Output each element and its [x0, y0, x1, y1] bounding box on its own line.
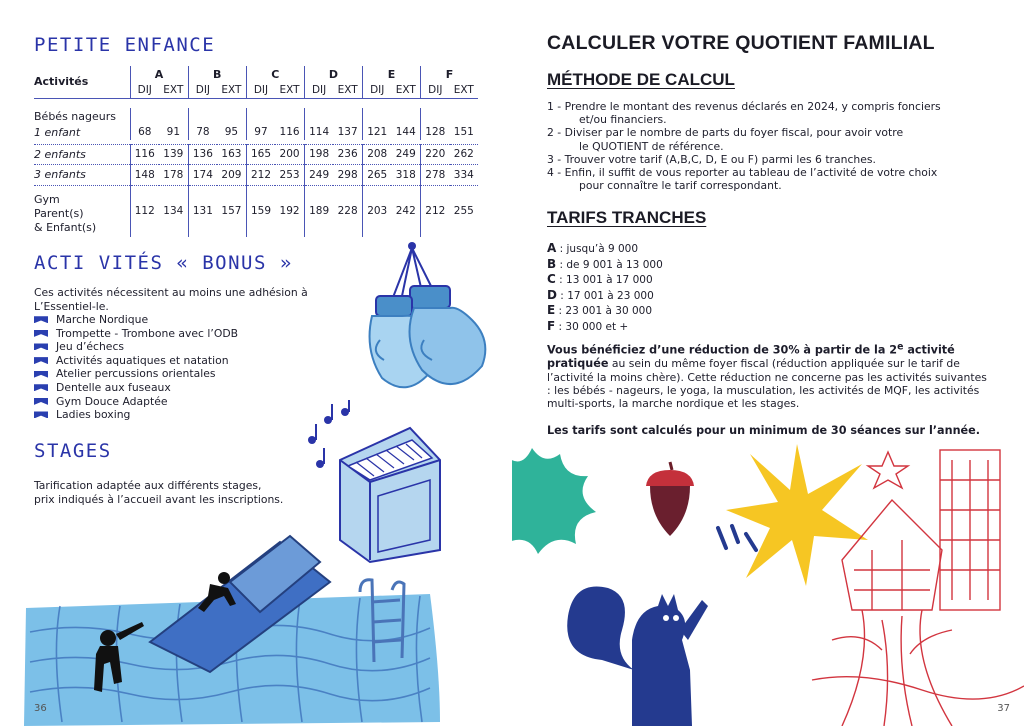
bonus-heading: ACTI VITÉS « BONUS »: [34, 252, 293, 274]
acorn-illustration: [640, 460, 700, 540]
tariff-col-d: D: [304, 66, 362, 82]
cell: 203: [362, 185, 391, 237]
stages-heading: STAGES: [34, 440, 112, 462]
method-steps: [547, 100, 967, 192]
cell: 253: [275, 164, 304, 185]
sub-dij: DIJ: [188, 82, 217, 98]
pennant-icon: [34, 316, 48, 323]
teal-splash-illustration: [512, 440, 602, 560]
cell: 97: [246, 124, 275, 140]
swimming-pool-illustration: [0, 522, 512, 726]
tariff-col-c: C: [246, 66, 304, 82]
cell: 212: [421, 185, 450, 237]
bonus-activity-list: [34, 313, 238, 422]
sub-ext: EXT: [395, 83, 416, 96]
cell: 242: [391, 185, 420, 237]
bonus-intro: Ces activités nécessitent au moins une adhésion à L’Essentiel-le.: [34, 286, 308, 313]
list-item: Activités aquatiques et natation: [34, 354, 238, 368]
list-item: 2 - Diviser par le nombre de parts du foyer fiscal, pour avoir votre le QUOTIENT de référence.: [547, 126, 904, 153]
list-item: D : 17 001 à 23 000: [547, 287, 654, 302]
method-heading: MÉTHODE DE CALCUL: [547, 70, 735, 89]
cell: 249: [304, 164, 333, 185]
cell: 116: [279, 126, 300, 138]
cell: 208: [362, 144, 391, 164]
list-item: 3 - Trouver votre tarif (A,B,C, D, E ou F) parmi les 6 tranches.: [547, 152, 876, 166]
pennant-icon: [34, 384, 48, 391]
cell: 212: [246, 164, 275, 185]
cell: 139: [159, 144, 188, 164]
cell: 255: [450, 185, 478, 237]
table-row: [34, 185, 478, 237]
page-number-left: 36: [34, 703, 47, 714]
cell: 131: [188, 185, 217, 237]
cell: 163: [217, 144, 246, 164]
list-item: C : 13 001 à 17 000: [547, 272, 653, 287]
cell: 298: [333, 164, 362, 185]
activities-header: Activités: [34, 75, 89, 89]
cell: 236: [333, 144, 362, 164]
cell: 114: [304, 124, 333, 140]
cell: 178: [159, 164, 188, 185]
sub-ext: EXT: [221, 83, 242, 96]
reduction-paragraph: Vous bénéficiez d’une réduction de 30% à partir de la 2e activité pratiquée au sein du même foyer fiscal (réduction appliquée sur le tarif de l’activité la moins chère). Cette réduction ne concerne pas les activités suivantes : les bébés - nageurs, le yoga, la musculation, les activités de MQF, les activités multi-sports, la marche nordique et les stages.: [547, 341, 987, 411]
tranches-list: [547, 241, 663, 335]
list-item: Trompette - Trombone avec l’ODB: [34, 327, 238, 341]
cell: 278: [421, 164, 450, 185]
cell: 189: [304, 185, 333, 237]
list-item: Dentelle aux fuseaux: [34, 381, 238, 395]
list-item: Ladies boxing: [34, 408, 238, 422]
table-row: [34, 164, 478, 185]
tariff-col-e: E: [362, 66, 420, 82]
pennant-icon: [34, 411, 48, 418]
list-item: A : jusqu’à 9 000: [547, 241, 639, 255]
cell: 68: [130, 124, 159, 140]
tranches-heading: TARIFS TRANCHES: [547, 208, 707, 227]
cell: 228: [333, 185, 362, 237]
cell: 198: [304, 144, 333, 164]
page-number-right: 37: [997, 703, 1010, 714]
boxing-gloves-illustration: [362, 240, 497, 415]
list-item: 4 - Enfin, il suffit de vous reporter au tableau de l’activité de votre choix pour connaître le tarif correspondant.: [547, 166, 938, 193]
row-label-gym: Gym Parent(s) & Enfant(s): [34, 185, 130, 237]
pennant-icon: [34, 343, 48, 350]
table-row: [34, 124, 478, 140]
cell: 78: [188, 124, 217, 140]
list-item: Marche Nordique: [34, 313, 238, 327]
petite-enfance-heading: PETITE ENFANCE: [34, 34, 216, 56]
cell: 148: [130, 164, 159, 185]
cell: 174: [188, 164, 217, 185]
pennant-icon: [34, 371, 48, 378]
cell: 128: [421, 124, 450, 140]
cell: 209: [217, 164, 246, 185]
sub-ext: EXT: [453, 83, 474, 96]
cell: 159: [246, 185, 275, 237]
sub-dij: DIJ: [246, 82, 275, 98]
list-item: B : de 9 001 à 13 000: [547, 256, 663, 271]
cell: 144: [395, 126, 416, 138]
list-item: Jeu d’échecs: [34, 340, 238, 354]
sub-dij: DIJ: [421, 82, 450, 98]
list-item: E : 23 001 à 30 000: [547, 303, 653, 318]
cell: 262: [450, 144, 478, 164]
pennant-icon: [34, 357, 48, 364]
pennant-icon: [34, 330, 48, 337]
cell: 220: [421, 144, 450, 164]
cell: 112: [130, 185, 159, 237]
row-label-2-enfants: 2 enfants: [34, 144, 130, 164]
page-title: CALCULER VOTRE QUOTIENT FAMILIAL: [547, 32, 935, 54]
tariff-col-a: A: [130, 66, 188, 82]
list-item: 1 - Prendre le montant des revenus déclarés en 2024, y compris fonciers et/ou financiers.: [547, 100, 941, 127]
cell: 318: [391, 164, 420, 185]
cell: 136: [188, 144, 217, 164]
list-item: Gym Douce Adaptée: [34, 395, 238, 409]
cell: 151: [453, 126, 474, 138]
row-label-1-enfant: 1 enfant: [34, 125, 81, 139]
cell: 249: [391, 144, 420, 164]
cell: 121: [362, 124, 391, 140]
sub-ext: EXT: [279, 83, 300, 96]
petite-enfance-rates-table: [34, 66, 478, 237]
cell: 95: [224, 126, 239, 138]
sub-dij: DIJ: [304, 82, 333, 98]
sub-dij: DIJ: [362, 82, 391, 98]
pennant-icon: [34, 398, 48, 405]
cell: 165: [246, 144, 275, 164]
cell: 91: [166, 126, 181, 138]
row-label-bebes-nageurs: Bébés nageurs: [34, 109, 116, 123]
cell: 157: [217, 185, 246, 237]
cell: 137: [337, 126, 358, 138]
tariff-col-b: B: [188, 66, 246, 82]
cell: 134: [159, 185, 188, 237]
minimum-sessions-note: Les tarifs sont calculés pour un minimum de 30 séances sur l’année.: [547, 424, 980, 437]
sub-ext: EXT: [337, 83, 358, 96]
sub-dij: DIJ: [130, 82, 159, 98]
cell: 265: [362, 164, 391, 185]
dash-marks-icon: [712, 520, 762, 570]
table-row: [34, 144, 478, 164]
right-page: [512, 0, 1024, 726]
tree-house-sketch-illustration: [802, 440, 1024, 726]
list-item: F : 30 000 et +: [547, 318, 629, 333]
cell: 334: [450, 164, 478, 185]
stages-text: Tarification adaptée aux différents stages, prix indiqués à l’accueil avant les inscriptions.: [34, 479, 284, 506]
sub-ext: EXT: [163, 83, 184, 96]
cell: 200: [275, 144, 304, 164]
list-item: Atelier percussions orientales: [34, 367, 238, 381]
cell: 116: [130, 144, 159, 164]
squirrel-illustration: [562, 560, 712, 726]
cell: 192: [275, 185, 304, 237]
tariff-col-f: F: [421, 66, 478, 82]
row-label-3-enfants: 3 enfants: [34, 164, 130, 185]
